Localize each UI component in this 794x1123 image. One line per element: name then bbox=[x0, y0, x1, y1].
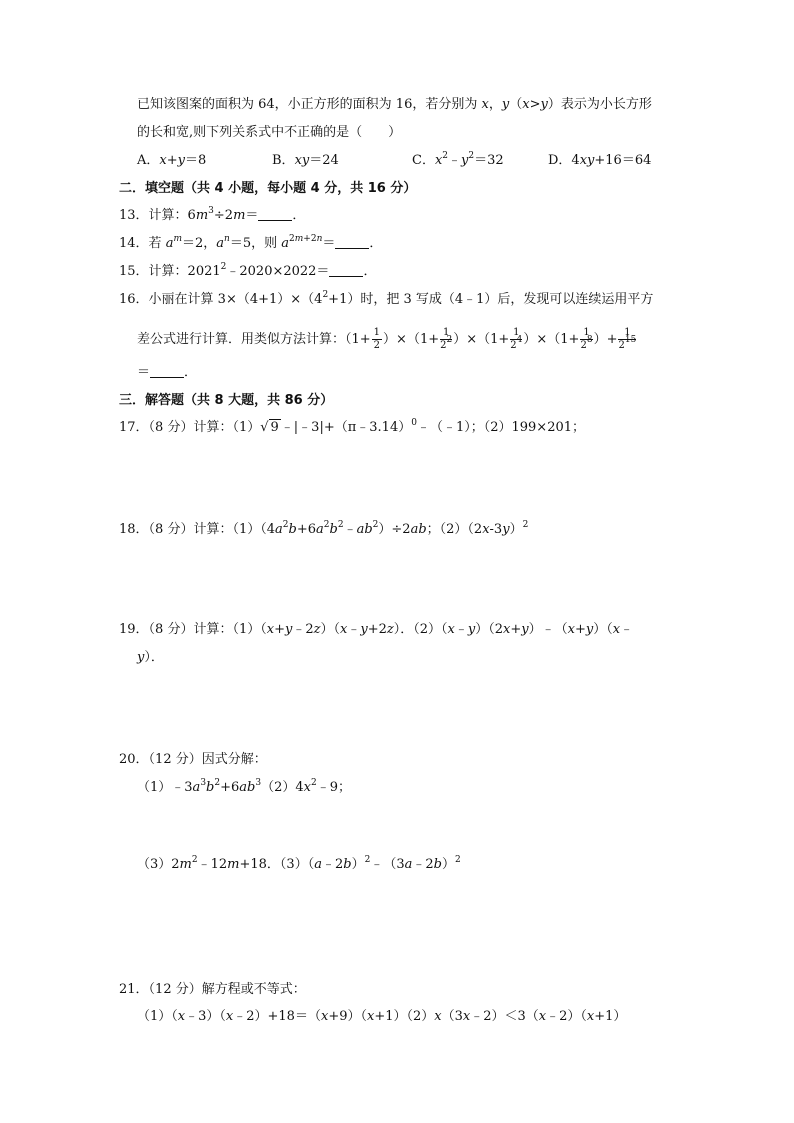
q16-line1: 16．小丽在计算 $3\times(4+1)\times(4^2+1)$时，把 3 写成（4﹣1）后，发现可以连续运用平方 bbox=[119, 290, 654, 307]
fraction-1-2-4: $\frac{1}{2^4}$ bbox=[510, 327, 523, 351]
q21-line1: （1）（x﹣3）（x﹣2）+18＝（x+9）（x+1）（2）x（3x﹣2）＜3（x﹣2）（x+1） bbox=[137, 1009, 627, 1024]
q12-line2: 的长和宽,则下列关系式中不正确的是（ ） bbox=[137, 125, 402, 140]
fraction-1-2-2: $\frac{1}{2^2}$ bbox=[440, 327, 453, 351]
q12-choice-b: B．xy＝24 bbox=[272, 153, 339, 168]
section2-title: 二．填空题（共 4 小题，每小题 4 分，共 16 分） bbox=[119, 181, 417, 196]
q20-line2: $(3)2m^2﹣12m+18$．（3）（a﹣2b）$^2$﹣（3a﹣2b）$^2$ bbox=[137, 855, 461, 872]
q12-choice-c: C．$x^2﹣y^2=32$ bbox=[412, 151, 504, 168]
fraction-1-2-15: $\frac{1}{2^{15}}$ bbox=[618, 327, 637, 351]
q21-title: 21．（12 分）解方程或不等式： bbox=[119, 982, 306, 997]
sqrt-9: √ 9 bbox=[260, 420, 279, 435]
q16-line2: 差公式进行计算．用类似方法计算：（1+ $\frac{1}{2}$ ）×（1+ $\frac{1}{2^2}$ ）×（1+ $\frac{1}{2^4}$ ）×（1+ $\frac{1}{2^8}$ ）+ $\frac{1}{2^{15}}$ bbox=[137, 327, 637, 351]
q15: 15．计算：$2021^2﹣2020\times 2022=$ ． bbox=[119, 262, 377, 279]
fraction-1-2: $\frac{1}{2}$ bbox=[373, 327, 381, 351]
q18: 18．（8 分）计算：$(1)(4a^2b+6a^2b^2﹣ab^2)\div 2ab$；$(2)(2x-3y)^2$ bbox=[119, 520, 529, 537]
q20-title: 20．（12 分）因式分解： bbox=[119, 752, 267, 767]
q14: 14．若 $a^m=2$，$a^n=5$，则 $a^{2m+2n}=$ ． bbox=[119, 234, 383, 251]
q19-line1: 19．（8 分）计算：（1）（x+y﹣2z）（x﹣y+2z）．（2）（x﹣y）（2x+y）﹣（x+y）（x﹣ bbox=[119, 622, 634, 637]
q12-choice-d: D．4xy+16＝64 bbox=[548, 153, 652, 168]
q16-line3: ＝ ． bbox=[137, 365, 198, 380]
q12-choice-a: A．x+y＝8 bbox=[137, 153, 207, 168]
q13: 13．计算：$6m^3\div 2m=$ ． bbox=[119, 206, 306, 223]
q17: 17．（8 分）计算：（1）√ 9 ﹣|﹣3|+（π﹣3.14）$^0$﹣（﹣1）；（2）199×201； bbox=[119, 418, 585, 438]
q12-line1: 已知该图案的面积为 64，小正方形的面积为 16，若分别为 x，y（x>y）表示为小长方形 bbox=[137, 97, 652, 112]
q19-line2: y）． bbox=[137, 650, 164, 665]
fraction-1-2-8: $\frac{1}{2^8}$ bbox=[580, 327, 593, 351]
q20-line1: $(1)﹣3a^3b^2+6ab^3(2)4x^2﹣9$； bbox=[137, 778, 351, 795]
section3-title: 三．解答题（共 8 大题，共 86 分） bbox=[119, 393, 334, 408]
